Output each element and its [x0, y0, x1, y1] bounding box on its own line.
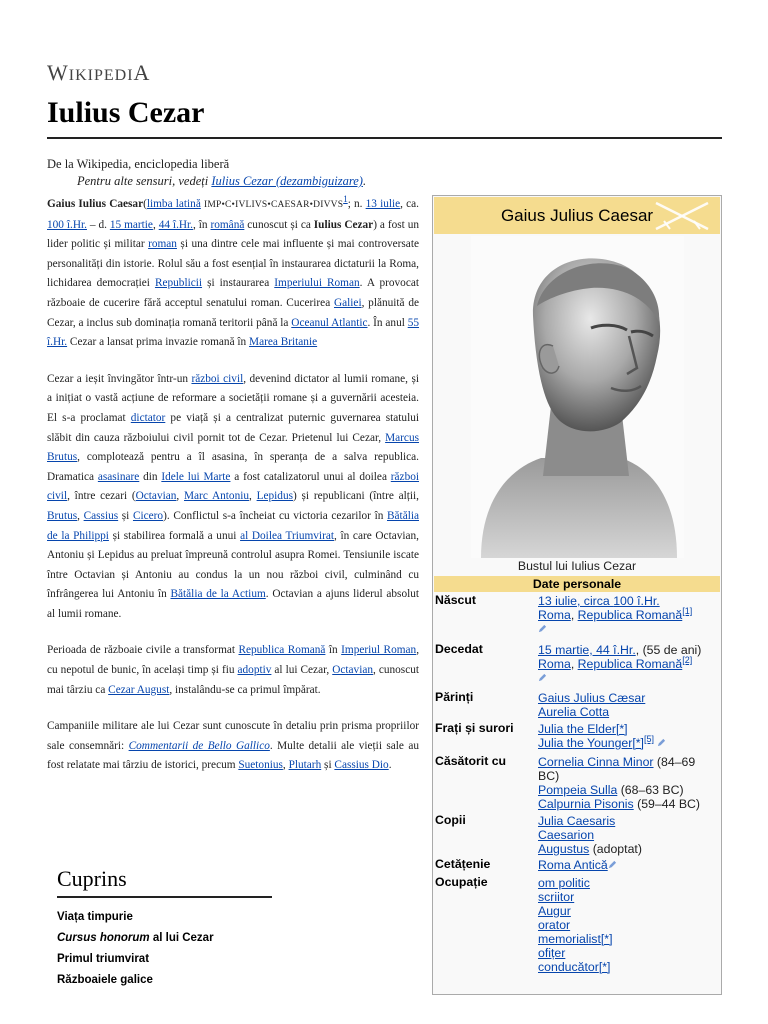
link-rome[interactable]: Roma — [538, 608, 571, 622]
link-adoptive[interactable]: adoptiv — [237, 664, 272, 677]
wordmark-final: A — [133, 60, 151, 85]
toc-item-label-italic: Cursus honorum — [57, 932, 150, 944]
hatnote-punct: . — [362, 174, 367, 188]
text: Cezar a ieșit învingător într-un — [47, 372, 192, 385]
toc-item-cursus-honorum[interactable] — [57, 928, 272, 949]
link-lepidus[interactable]: Lepidus — [256, 490, 293, 503]
link-caesarion[interactable]: Caesarion — [538, 828, 595, 842]
link-55bc[interactable]: 55 î.Hr. — [47, 316, 419, 349]
toc-item-gallic-wars[interactable] — [57, 970, 272, 991]
spouse-years: (84–69 — [653, 755, 696, 769]
toc-item-label: Războaiele galice — [57, 974, 153, 986]
link-assassination[interactable]: asasinare — [97, 470, 140, 483]
text: – d. — [86, 218, 110, 231]
reference-1[interactable]: 1 — [343, 194, 348, 205]
link-octavian[interactable]: Octavian — [135, 490, 177, 503]
toc-item-early-life[interactable] — [57, 907, 272, 928]
infobox-header — [434, 197, 720, 234]
spouse-years-cont: BC) — [538, 769, 560, 783]
toc-title: Cuprins — [57, 866, 272, 898]
occupation-value — [538, 876, 721, 974]
link-atlantic[interactable]: Oceanul Atlantic — [291, 316, 368, 329]
bold-name: Gaius Iulius Caesar — [47, 198, 144, 210]
pencil-icon[interactable] — [657, 738, 666, 747]
link-orator[interactable]: orator — [538, 918, 571, 932]
text: Perioada de războaie civile a transformat — [47, 644, 239, 657]
paragraph-intro — [47, 195, 419, 353]
text: și stabilirea formală a unui — [108, 529, 241, 542]
spouse-value — [538, 755, 721, 811]
sibling-line — [538, 733, 721, 750]
link-roman-republic[interactable]: Republica Romană — [238, 644, 326, 657]
link-roman-republic-ib[interactable]: Republica Romană — [577, 608, 683, 622]
text: , în — [193, 218, 211, 231]
reference-ib-5[interactable]: [5] — [643, 733, 654, 744]
sibling-line — [538, 722, 721, 736]
link-writer[interactable]: scriitor — [538, 890, 575, 904]
title-divider — [47, 137, 722, 139]
text: pe viață și a centralizat puternic guvernarea statului slăbit din cauza războiului civil pornit tot de Cezar. Prietenul lui Cezar, — [47, 411, 419, 444]
hatnote — [77, 174, 366, 189]
text: al lui Cezar, — [271, 664, 333, 677]
link-brutus[interactable]: Brutus — [47, 509, 78, 522]
link-augustus[interactable]: Cezar August — [108, 683, 170, 696]
link-pompeia[interactable]: Pompeia Sulla — [538, 783, 618, 797]
link-britain[interactable]: Marea Britanie — [249, 336, 318, 349]
edit-line — [538, 622, 721, 636]
parents-label: Părinți — [435, 690, 474, 704]
link-leader[interactable]: conducător — [538, 960, 599, 974]
text: . În anul — [367, 316, 408, 329]
spouse-years: (59–44 BC) — [633, 797, 701, 811]
text: ( — [143, 198, 147, 210]
text: din — [139, 470, 162, 483]
toc-item-first-triumvirate[interactable] — [57, 949, 272, 970]
occupation-line — [538, 932, 721, 946]
text: , instalându-se ca primul împărat. — [169, 683, 321, 696]
text: , — [570, 608, 578, 622]
pencil-icon[interactable] — [538, 673, 547, 682]
text: și — [321, 759, 335, 772]
link-memoirist[interactable]: memorialist — [538, 932, 601, 946]
link-plutarch[interactable]: Plutarh — [288, 759, 322, 772]
toc-item-label-suffix: al lui Cezar — [149, 932, 214, 944]
children-value — [538, 814, 721, 856]
text: , — [176, 490, 184, 503]
spouse-line — [538, 783, 721, 797]
citizenship-line — [538, 858, 721, 872]
wikidata-ref[interactable]: [*] — [632, 736, 644, 750]
table-of-contents — [57, 866, 272, 991]
link-politician[interactable]: om politic — [538, 876, 590, 890]
link-civil-war-2[interactable]: război civil — [47, 470, 420, 503]
died-date-line — [538, 643, 721, 657]
spouse-years: (68–63 BC) — [617, 783, 684, 797]
wikipedia-wordmark[interactable] — [47, 60, 150, 86]
spouse-line — [538, 755, 721, 769]
text: . Multe detalii ale vieții sale au fost relatate mai târziu de istorici, precum — [47, 739, 420, 772]
text: ). Conflictul s-a încheiat cu victoria cezarilor în — [163, 509, 387, 522]
text: ) a fost un lider politic și militar — [47, 218, 419, 251]
citizenship-value — [538, 858, 721, 872]
died-age: , (55 de ani) — [635, 643, 702, 657]
link-officer[interactable]: ofițer — [538, 946, 566, 960]
born-date-line — [538, 594, 721, 608]
link-civil-war[interactable]: război civil — [191, 372, 244, 385]
text: , cu nepotul de bunic, în același timp și fiu — [47, 644, 420, 677]
link-mark-antony[interactable]: Marc Antoniu — [184, 490, 249, 503]
spouse-line — [538, 797, 721, 811]
toc-item-label: Viața timpurie — [57, 911, 133, 923]
text: , — [77, 509, 84, 522]
link-born-year[interactable]: 100 î.Hr. — [47, 218, 87, 231]
link-born-year-ib[interactable]: 100 î.Hr. — [613, 594, 660, 608]
text: , — [249, 490, 257, 503]
link-ides-of-march[interactable]: Idele lui Marte — [161, 470, 231, 483]
text: , între cezari ( — [67, 490, 136, 503]
link-augustus-ib[interactable]: Augustus — [538, 842, 590, 856]
paragraph-civil-war — [47, 370, 419, 625]
link-roman-empire-2[interactable]: Imperiul Roman — [341, 644, 417, 657]
link-dictator[interactable]: dictator — [130, 411, 166, 424]
link-second-triumvirate[interactable]: al Doilea Triumvirat — [240, 529, 334, 542]
siblings-value — [538, 722, 721, 750]
born-label: Născut — [435, 593, 477, 607]
text: . — [388, 759, 392, 772]
link-father[interactable]: Gaius Julius Cæsar — [538, 691, 646, 705]
link-cornelia[interactable]: Cornelia Cinna Minor — [538, 755, 654, 769]
link-born-date[interactable]: 13 iulie, circa — [538, 594, 614, 608]
text: . Octavian a ajuns liderul absolut al lumii romane. — [47, 588, 420, 620]
link-suetonius[interactable]: Suetonius — [238, 759, 283, 772]
text: , — [282, 759, 289, 772]
link-julia-elder[interactable]: Julia the Elder — [538, 722, 616, 736]
link-julia-caesaris[interactable]: Julia Caesaris — [538, 814, 616, 828]
link-roman-empire[interactable]: Imperiului Roman — [274, 277, 360, 290]
crossed-swords-icon — [652, 199, 712, 233]
text: , ca. — [400, 198, 420, 210]
born-value — [538, 594, 721, 636]
text: ) și republicani (între alții, — [293, 490, 420, 503]
link-ancient-rome[interactable]: Roma Antică — [538, 858, 608, 872]
died-value — [538, 643, 721, 685]
infobox-title: Gaius Julius Caesar — [500, 206, 654, 225]
hatnote-text: Pentru alte sensuri, vedeți — [77, 174, 212, 188]
text: , cunoscut mai târziu ca — [47, 664, 420, 696]
link-marcus-brutus[interactable]: Marcus Brutus — [47, 431, 419, 464]
link-cassius-dio[interactable]: Cassius Dio — [334, 759, 389, 772]
link-rome-2[interactable]: Roma — [538, 657, 571, 671]
link-cassius[interactable]: Cassius — [83, 509, 119, 522]
wordmark-smallcaps: IKIPEDI — [68, 67, 134, 84]
text: a fost catalizatorul unui al doilea — [230, 470, 391, 483]
born-place-line — [538, 605, 721, 622]
toc-list — [57, 907, 272, 991]
child-line — [538, 842, 721, 856]
children-label: Copii — [435, 813, 466, 827]
link-romanian[interactable]: română — [210, 218, 245, 231]
text: Campaniile militare ale lui Cezar sunt cunoscute în detaliu prin prisma propriilor sale consemnări: — [47, 720, 419, 752]
adopted-note: (adoptat) — [589, 842, 642, 856]
paragraph-sources — [47, 717, 419, 776]
link-cicero[interactable]: Cicero — [132, 509, 164, 522]
wordmark-initial: W — [47, 60, 69, 85]
text: , — [152, 218, 159, 231]
text: și — [118, 509, 133, 522]
text: , plănuită de Cezar, a inclus sub dominația romană teritorii până la — [47, 296, 420, 329]
link-died-date[interactable]: 15 martie, 44 î.Hr. — [538, 643, 636, 657]
occupation-line — [538, 960, 721, 974]
text: . A provocat războaie de cucerire fără acceptul senatului roman. Cucerirea — [47, 277, 419, 309]
pencil-icon[interactable] — [538, 624, 547, 633]
reference-ib-2[interactable]: [2] — [682, 654, 693, 665]
text: Cezar a lansat prima invazie romană în — [67, 336, 250, 349]
caesar-bust-image[interactable] — [471, 236, 684, 558]
link-roman[interactable]: roman — [148, 238, 177, 251]
link-born-day[interactable]: 13 iulie — [365, 198, 401, 210]
text: , în care Octavian, Antoniu și Lepidus au preluat împreună controlul asupra Romei. Tensiunile iscate între Octavian și Antoniu au condus la un nou război civil, culminând cu înfrângerea lui Antoniu în — [47, 529, 419, 601]
link-republic[interactable]: Republicii — [154, 277, 203, 290]
image-caption: Bustul lui Iulius Cezar — [517, 559, 637, 573]
text: , — [570, 657, 578, 671]
wikidata-ref[interactable]: [*] — [615, 722, 628, 736]
text: cunoscut și ca — [244, 218, 314, 231]
spouse-label: Căsătorit cu — [435, 754, 507, 768]
parents-value — [538, 691, 721, 719]
link-latin-language[interactable]: limba latină — [146, 198, 201, 210]
page-title: Iulius Cezar — [47, 96, 205, 129]
edit-line — [538, 671, 721, 685]
infobox-section-header: Date personale — [434, 576, 720, 592]
paragraph-empire — [47, 641, 419, 700]
occupation-label: Ocupație — [435, 875, 488, 889]
died-place-line — [538, 654, 721, 671]
text: și instaurarea — [202, 277, 275, 290]
text: , complotează pentru a îl asasina, în speranța de a salva republica. Dramatica — [47, 451, 419, 483]
disambiguation-link[interactable]: Iulius Cezar (dezambiguizare) — [211, 174, 363, 188]
link-calpurnia[interactable]: Calpurnia Pisonis — [538, 797, 634, 811]
link-mother[interactable]: Aurelia Cotta — [538, 705, 610, 719]
link-julia-younger[interactable]: Julia the Younger — [538, 736, 633, 750]
link-commentarii[interactable]: Commentarii de Bello Gallico — [128, 739, 270, 752]
link-died-day[interactable]: 15 martie — [109, 218, 153, 231]
text: în — [325, 644, 342, 657]
site-tagline: De la Wikipedia, enciclopedia liberă — [47, 157, 230, 171]
citizenship-label: Cetățenie — [435, 857, 491, 871]
link-octavian-2[interactable]: Octavian — [332, 664, 374, 677]
link-philippi[interactable]: Bătălia de la Philippi — [47, 509, 419, 542]
text: și una dintre cele mai influente și mai controversate personalități din istorie. Rolul său a fost esențial în instaurarea dictaturii la Roma, lichidarea democrației — [47, 238, 419, 290]
pencil-icon[interactable] — [608, 860, 617, 869]
link-actium[interactable]: Bătălia de la Actium — [170, 588, 266, 601]
link-augur[interactable]: Augur — [538, 904, 571, 918]
reference-ib-1[interactable]: [1] — [682, 605, 693, 616]
died-label: Decedat — [435, 642, 483, 656]
text: , devenind dictator al lumii romane, și a inițiat o vastă acțiune de reformare a societății romane și a guvernării acesteia. El s-a proclamat — [47, 372, 419, 424]
wikidata-ref[interactable]: [*] — [598, 960, 611, 974]
link-roman-republic-ib-2[interactable]: Republica Romană — [577, 657, 683, 671]
toc-item-label: Primul triumvirat — [57, 953, 150, 965]
article-body — [47, 195, 419, 793]
siblings-label: Frați și surori — [435, 721, 514, 735]
infobox — [432, 195, 722, 995]
bold-short-name: Iulius Cezar — [313, 218, 374, 231]
wikidata-ref[interactable]: [*] — [600, 932, 613, 946]
link-gaul[interactable]: Galiei — [333, 296, 362, 309]
text: ; n. — [347, 198, 366, 210]
latin-name: IMP•C•IVLIVS•CAESAR•DIVVS — [204, 200, 344, 210]
link-died-year[interactable]: 44 î.Hr. — [158, 218, 194, 231]
